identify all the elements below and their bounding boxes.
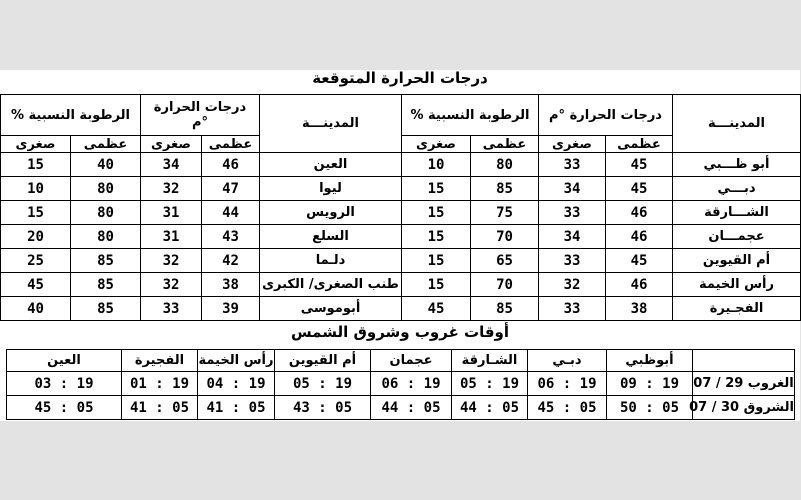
temp-header-right <box>141 95 260 136</box>
max-header: عظمى <box>471 136 539 153</box>
city-cell: رأس الخيمة <box>673 273 801 297</box>
humidity-min-cell: 15 <box>402 177 471 201</box>
min-header: صغرى <box>1 136 71 153</box>
temperature-table <box>0 94 801 321</box>
table-row <box>1 153 801 177</box>
city-cell: طنب الصغرى/ الكبرى <box>260 273 402 297</box>
temp-max-cell: 46 <box>202 153 260 177</box>
humidity-min-cell: 15 <box>402 273 471 297</box>
table-row <box>1 249 801 273</box>
temp-max-cell: 45 <box>606 249 673 273</box>
humidity-max-cell: 80 <box>71 201 141 225</box>
city-header-cell: رأس الخيمة <box>198 350 275 372</box>
temperature-table-title: درجات الحرارة المتوقعة <box>312 69 488 87</box>
temp-max-cell: 46 <box>606 273 673 297</box>
humidity-max-cell: 40 <box>71 153 141 177</box>
city-cell: السلع <box>260 225 402 249</box>
table-row <box>1 201 801 225</box>
temp-max-cell: 45 <box>606 177 673 201</box>
sun-times-table <box>6 349 795 420</box>
humidity-max-cell: 70 <box>471 225 539 249</box>
humidity-header-left: الرطوبة النسبية % <box>402 95 539 136</box>
time-cell: 19 : 06 <box>371 372 452 396</box>
city-cell: دبـــي <box>673 177 801 201</box>
city-cell: أبو ظـــبي <box>673 153 801 177</box>
time-cell: 19 : 05 <box>275 372 371 396</box>
city-header-cell: العين <box>7 350 122 372</box>
time-cell: 19 : 03 <box>7 372 122 396</box>
max-header: عظمى <box>606 136 673 153</box>
humidity-max-cell: 75 <box>471 201 539 225</box>
humidity-min-cell: 10 <box>402 153 471 177</box>
city-cell: عجمـــان <box>673 225 801 249</box>
table-row <box>1 177 801 201</box>
city-header-cell: دبـي <box>528 350 607 372</box>
city-cell: العين <box>260 153 402 177</box>
humidity-max-cell: 85 <box>71 273 141 297</box>
city-cell: أم القيوين <box>673 249 801 273</box>
time-cell: 19 : 01 <box>122 372 198 396</box>
humidity-min-cell: 45 <box>402 297 471 321</box>
humidity-min-cell: 15 <box>402 201 471 225</box>
city-header-left: المدينـــة <box>673 95 801 153</box>
temp-min-cell: 31 <box>141 201 202 225</box>
temp-min-cell: 32 <box>539 273 606 297</box>
city-header-cell: الفجيرة <box>122 350 198 372</box>
time-cell: 05 : 41 <box>198 396 275 420</box>
humidity-min-cell: 15 <box>1 201 71 225</box>
time-cell: 05 : 45 <box>7 396 122 420</box>
min-header: صغرى <box>141 136 202 153</box>
time-cell: 05 : 45 <box>528 396 607 420</box>
humidity-min-cell: 15 <box>1 153 71 177</box>
header-row-1 <box>1 95 801 136</box>
temp-header-left: درجات الحرارة °م <box>539 95 673 136</box>
temp-min-cell: 34 <box>539 225 606 249</box>
max-header: عظمى <box>71 136 141 153</box>
time-cell: 05 : 44 <box>371 396 452 420</box>
time-cell: 05 : 43 <box>275 396 371 420</box>
temp-max-cell: 47 <box>202 177 260 201</box>
humidity-min-cell: 45 <box>1 273 71 297</box>
city-header-cell: أبوظبي <box>607 350 693 372</box>
temp-max-cell: 46 <box>606 225 673 249</box>
temp-min-cell: 33 <box>539 249 606 273</box>
humidity-min-cell: 20 <box>1 225 71 249</box>
city-cell: ليوا <box>260 177 402 201</box>
temp-max-cell: 45 <box>606 153 673 177</box>
time-cell: 19 : 05 <box>452 372 528 396</box>
humidity-max-cell: 80 <box>471 153 539 177</box>
temp-max-cell: 46 <box>606 201 673 225</box>
humidity-max-cell: 80 <box>71 177 141 201</box>
time-cell: 19 : 04 <box>198 372 275 396</box>
humidity-min-cell: 40 <box>1 297 71 321</box>
sun-header-row <box>7 350 795 372</box>
temp-max-cell: 44 <box>202 201 260 225</box>
time-cell: 19 : 06 <box>528 372 607 396</box>
temp-min-cell: 32 <box>141 249 202 273</box>
sun-row <box>7 372 795 396</box>
city-cell: الفجـيرة <box>673 297 801 321</box>
temp-min-cell: 34 <box>141 153 202 177</box>
table-row <box>1 297 801 321</box>
temp-min-cell: 33 <box>539 153 606 177</box>
time-cell: 05 : 44 <box>452 396 528 420</box>
city-header-cell: الشـارقة <box>452 350 528 372</box>
city-cell: الشـــارقة <box>673 201 801 225</box>
temp-min-cell: 32 <box>141 273 202 297</box>
temp-max-cell: 39 <box>202 297 260 321</box>
temp-min-cell: 31 <box>141 225 202 249</box>
temp-max-cell: 38 <box>606 297 673 321</box>
humidity-min-cell: 25 <box>1 249 71 273</box>
table-row <box>1 273 801 297</box>
humidity-max-cell: 85 <box>71 249 141 273</box>
sun-row <box>7 396 795 420</box>
city-header-cell: عجمان <box>371 350 452 372</box>
humidity-max-cell: 85 <box>71 297 141 321</box>
row-label-cell: الغروب 29 / 07 <box>693 372 795 396</box>
time-cell: 05 : 50 <box>607 396 693 420</box>
city-cell: أبوموسى <box>260 297 402 321</box>
humidity-max-cell: 65 <box>471 249 539 273</box>
temp-min-cell: 33 <box>539 201 606 225</box>
humidity-max-cell: 70 <box>471 273 539 297</box>
corner-cell <box>693 350 795 372</box>
city-header-cell: أم القيوين <box>275 350 371 372</box>
humidity-max-cell: 85 <box>471 297 539 321</box>
humidity-min-cell: 10 <box>1 177 71 201</box>
sun-table-title: أوقات غروب وشروق الشمس <box>290 323 510 341</box>
temp-max-cell: 38 <box>202 273 260 297</box>
humidity-header-right: الرطوبة النسبية % <box>1 95 141 136</box>
temp-min-cell: 32 <box>141 177 202 201</box>
humidity-min-cell: 15 <box>402 225 471 249</box>
temp-min-cell: 33 <box>539 297 606 321</box>
temp-max-cell: 43 <box>202 225 260 249</box>
forecast-sheet <box>0 70 800 421</box>
temp-min-cell: 34 <box>539 177 606 201</box>
row-label-cell: الشروق 30 / 07 <box>693 396 795 420</box>
city-cell: الرويس <box>260 201 402 225</box>
humidity-max-cell: 80 <box>71 225 141 249</box>
time-cell: 19 : 09 <box>607 372 693 396</box>
humidity-min-cell: 15 <box>402 249 471 273</box>
humidity-max-cell: 85 <box>471 177 539 201</box>
min-header: صغرى <box>539 136 606 153</box>
min-header: صغرى <box>402 136 471 153</box>
temp-max-cell: 42 <box>202 249 260 273</box>
max-header: عظمى <box>202 136 260 153</box>
temp-header-right-line1: درجات الحرارة <box>153 100 247 115</box>
temp-header-right-line2: °م <box>191 115 209 130</box>
time-cell: 05 : 41 <box>122 396 198 420</box>
city-header-right: المدينـــة <box>260 95 402 153</box>
city-cell: دلـما <box>260 249 402 273</box>
temp-min-cell: 33 <box>141 297 202 321</box>
table-row <box>1 225 801 249</box>
